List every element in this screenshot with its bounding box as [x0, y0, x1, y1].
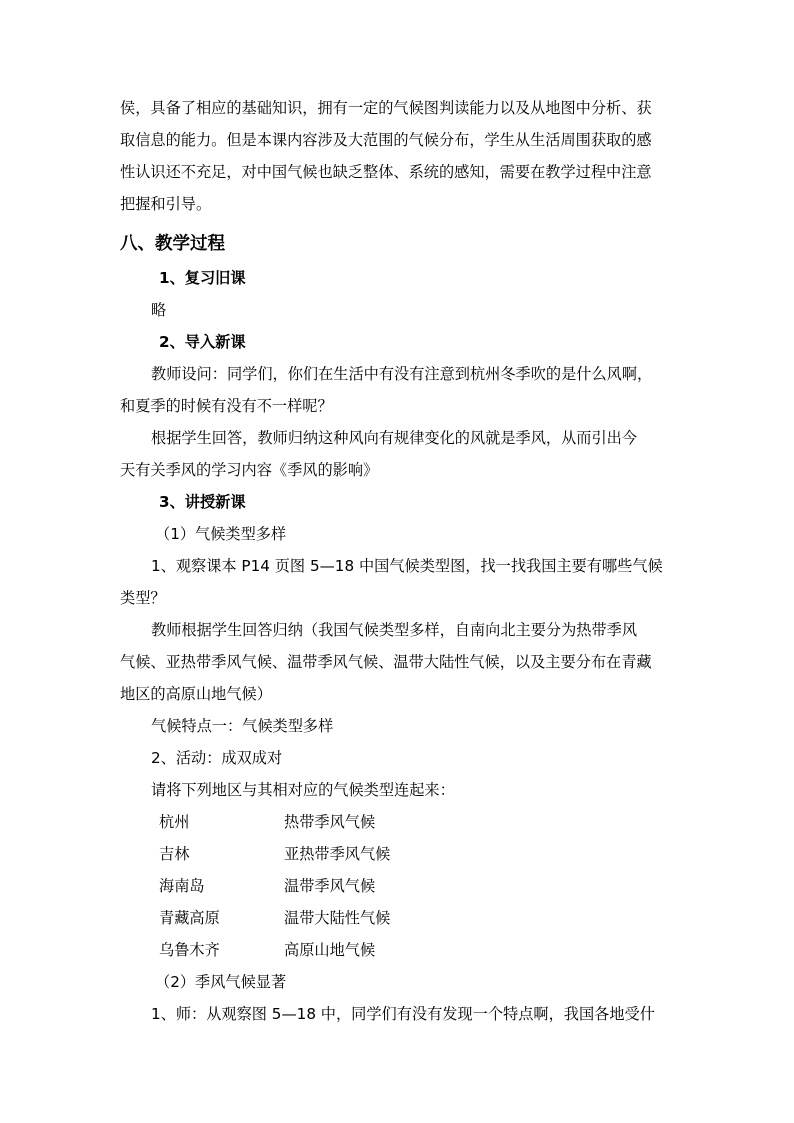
step-heading: 2、导入新课 — [159, 333, 246, 351]
paragraph-line: 性认识还不充足，对中国气候也缺乏整体、系统的感知，需要在教学过程中注意 — [120, 163, 652, 181]
region-label: 海南岛 — [159, 877, 205, 895]
paragraph-line: 把握和引导。 — [120, 195, 212, 213]
paragraph-line: 教师根据学生回答归纳（我国气候类型多样，自南向北主要分为热带季风 — [151, 621, 637, 639]
activity-heading: 2、活动：成双成对 — [151, 749, 283, 767]
climate-label: 热带季风气候 — [284, 813, 376, 831]
paragraph-line: 1、师：从观察图 5—18 中，同学们有没有发现一个特点啊，我国各地受什 — [151, 1005, 655, 1023]
matching-row — [120, 838, 675, 870]
paragraph-line: 1、观察课本 P14 页图 5—18 中国气候类型图，找一找我国主要有哪些气候 — [151, 557, 663, 575]
step-heading: 3、讲授新课 — [159, 493, 246, 511]
paragraph-line: 地区的高原山地气候） — [120, 685, 272, 703]
paragraph-line: 和夏季的时候有没有不一样呢？ — [120, 397, 333, 415]
paragraph-line: 教师设问：同学们，你们在生活中有没有注意到杭州冬季吹的是什么风啊， — [151, 365, 653, 383]
climate-label: 高原山地气候 — [284, 941, 376, 959]
paragraph-line: 类型？ — [120, 589, 166, 607]
paragraph-line: 侯，具备了相应的基础知识，拥有一定的气候图判读能力以及从地图中分析、获 — [120, 99, 652, 117]
subsection-heading: （2）季风气候显著 — [155, 973, 287, 991]
region-label: 吉林 — [159, 845, 190, 863]
section-heading: 八、教学过程 — [120, 234, 225, 254]
climate-label: 温带大陆性气候 — [284, 909, 391, 927]
subsection-heading: （1）气候类型多样 — [155, 525, 287, 543]
matching-row — [120, 934, 675, 966]
paragraph-line: 根据学生回答，教师归纳这种风向有规律变化的风就是季风，从而引出今 — [151, 429, 637, 447]
matching-row — [120, 870, 675, 902]
paragraph-line: 取信息的能力。但是本课内容涉及大范围的气候分布，学生从生活周围获取的感 — [120, 131, 652, 149]
matching-row — [120, 902, 675, 934]
document-body — [120, 92, 675, 1030]
activity-instruction: 请将下列地区与其相对应的气候类型连起来： — [151, 781, 455, 799]
paragraph-line: 气候、亚热带季风气候、温带季风气候、温带大陆性气候，以及主要分布在青藏 — [120, 653, 652, 671]
region-label: 青藏高原 — [159, 909, 220, 927]
paragraph-line: 天有关季风的学习内容《季风的影响》 — [120, 461, 379, 479]
region-label: 乌鲁木齐 — [159, 941, 220, 959]
climate-label: 温带季风气候 — [284, 877, 376, 895]
paragraph-line: 略 — [151, 301, 167, 319]
matching-row — [120, 806, 675, 838]
step-heading: 1、复习旧课 — [159, 269, 246, 287]
feature-line: 气候特点一：气候类型多样 — [151, 717, 334, 735]
region-label: 杭州 — [159, 813, 190, 831]
climate-label: 亚热带季风气候 — [284, 845, 391, 863]
